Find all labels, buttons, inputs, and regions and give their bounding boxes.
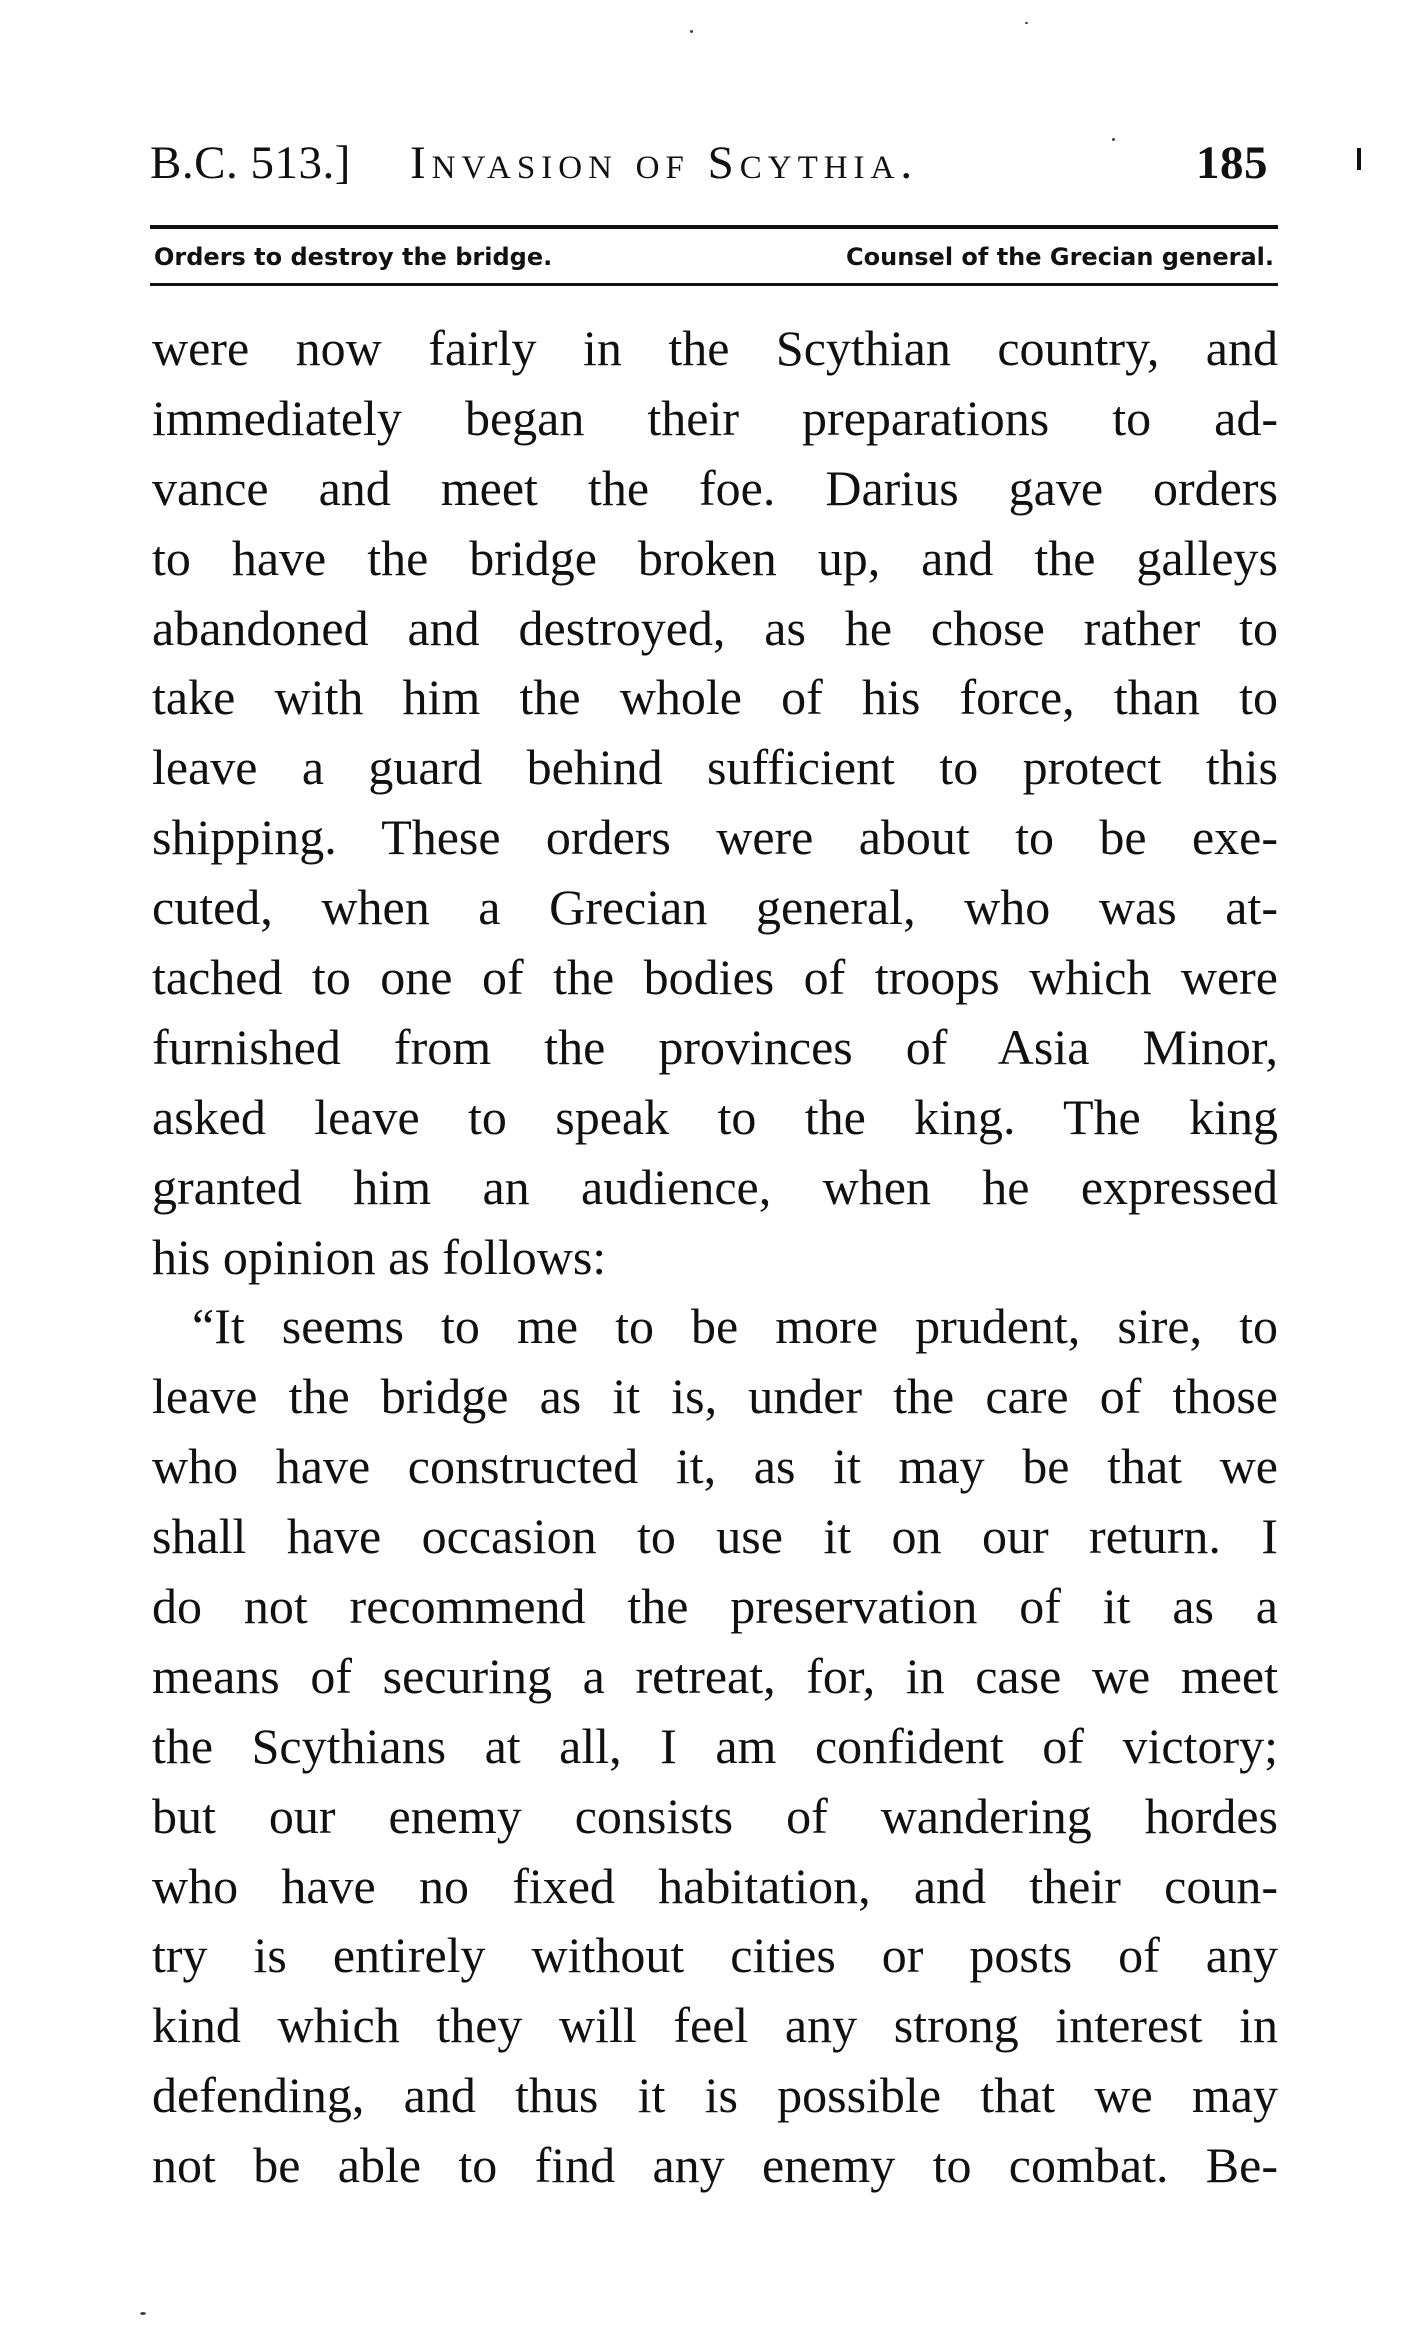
running-head-title: Invasion of Scythia. xyxy=(410,137,919,189)
text-line: leave a guard behind sufficient to protect this xyxy=(152,739,1278,796)
text-line: immediately began their preparations to ad- xyxy=(152,389,1278,446)
text-line: cuted, when a Grecian general, who was at- xyxy=(152,879,1278,936)
text-line: who have constructed it, as it may be that we xyxy=(152,1438,1278,1495)
stray-ink-mark xyxy=(1357,148,1361,170)
running-head xyxy=(150,128,1280,198)
text-line: tached to one of the bodies of troops which were xyxy=(152,949,1278,1006)
sidenote-bar xyxy=(150,232,1278,282)
text-line: try is entirely without cities or posts of any xyxy=(152,1927,1278,1984)
text-line: not be able to find any enemy to combat. Be- xyxy=(152,2137,1278,2194)
text-line: were now fairly in the Scythian country, and xyxy=(152,320,1278,376)
text-line: shipping. These orders were about to be exe- xyxy=(152,809,1278,866)
text-line: granted him an audience, when he expressed xyxy=(152,1158,1278,1215)
text-line: vance and meet the foe. Darius gave orders xyxy=(152,459,1278,516)
paper-speck xyxy=(690,30,693,33)
text-line: take with him the whole of his force, than to xyxy=(152,669,1278,726)
text-line: “It seems to me to be more prudent, sire, to xyxy=(192,1298,1278,1355)
header-rule-bottom xyxy=(150,283,1278,286)
text-line: asked leave to speak to the king. The king xyxy=(152,1088,1278,1145)
text-line: do not recommend the preservation of it as a xyxy=(152,1578,1278,1635)
sidenote-left: Orders to destroy the bridge. xyxy=(154,243,553,271)
text-line: to have the bridge broken up, and the galleys xyxy=(152,529,1278,586)
text-line: furnished from the provinces of Asia Minor, xyxy=(152,1018,1278,1075)
page-number: 185 xyxy=(1196,137,1268,189)
paper-speck xyxy=(1025,22,1028,24)
text-line: kind which they will feel any strong interest in xyxy=(152,1997,1278,2054)
paper-speck xyxy=(1112,138,1115,141)
text-line: the Scythians at all, I am confident of victory; xyxy=(152,1717,1278,1774)
text-line: leave the bridge as it is, under the care of those xyxy=(152,1368,1278,1425)
text-line: defending, and thus it is possible that we may xyxy=(152,2067,1278,2124)
text-line: shall have occasion to use it on our return. I xyxy=(152,1508,1278,1565)
sidenote-right: Counsel of the Grecian general. xyxy=(846,243,1274,271)
header-rule-top xyxy=(150,225,1278,229)
text-line: who have no fixed habitation, and their coun- xyxy=(152,1857,1278,1914)
text-line: his opinion as follows: xyxy=(152,1228,607,1285)
text-line: abandoned and destroyed, as he chose rather to xyxy=(152,599,1278,656)
text-line: but our enemy consists of wandering hordes xyxy=(152,1787,1278,1844)
running-head-date: B.C. 513.] xyxy=(150,137,351,189)
paper-speck xyxy=(140,2312,146,2315)
body-text xyxy=(152,314,1278,2201)
text-line: means of securing a retreat, for, in case we meet xyxy=(152,1647,1278,1704)
